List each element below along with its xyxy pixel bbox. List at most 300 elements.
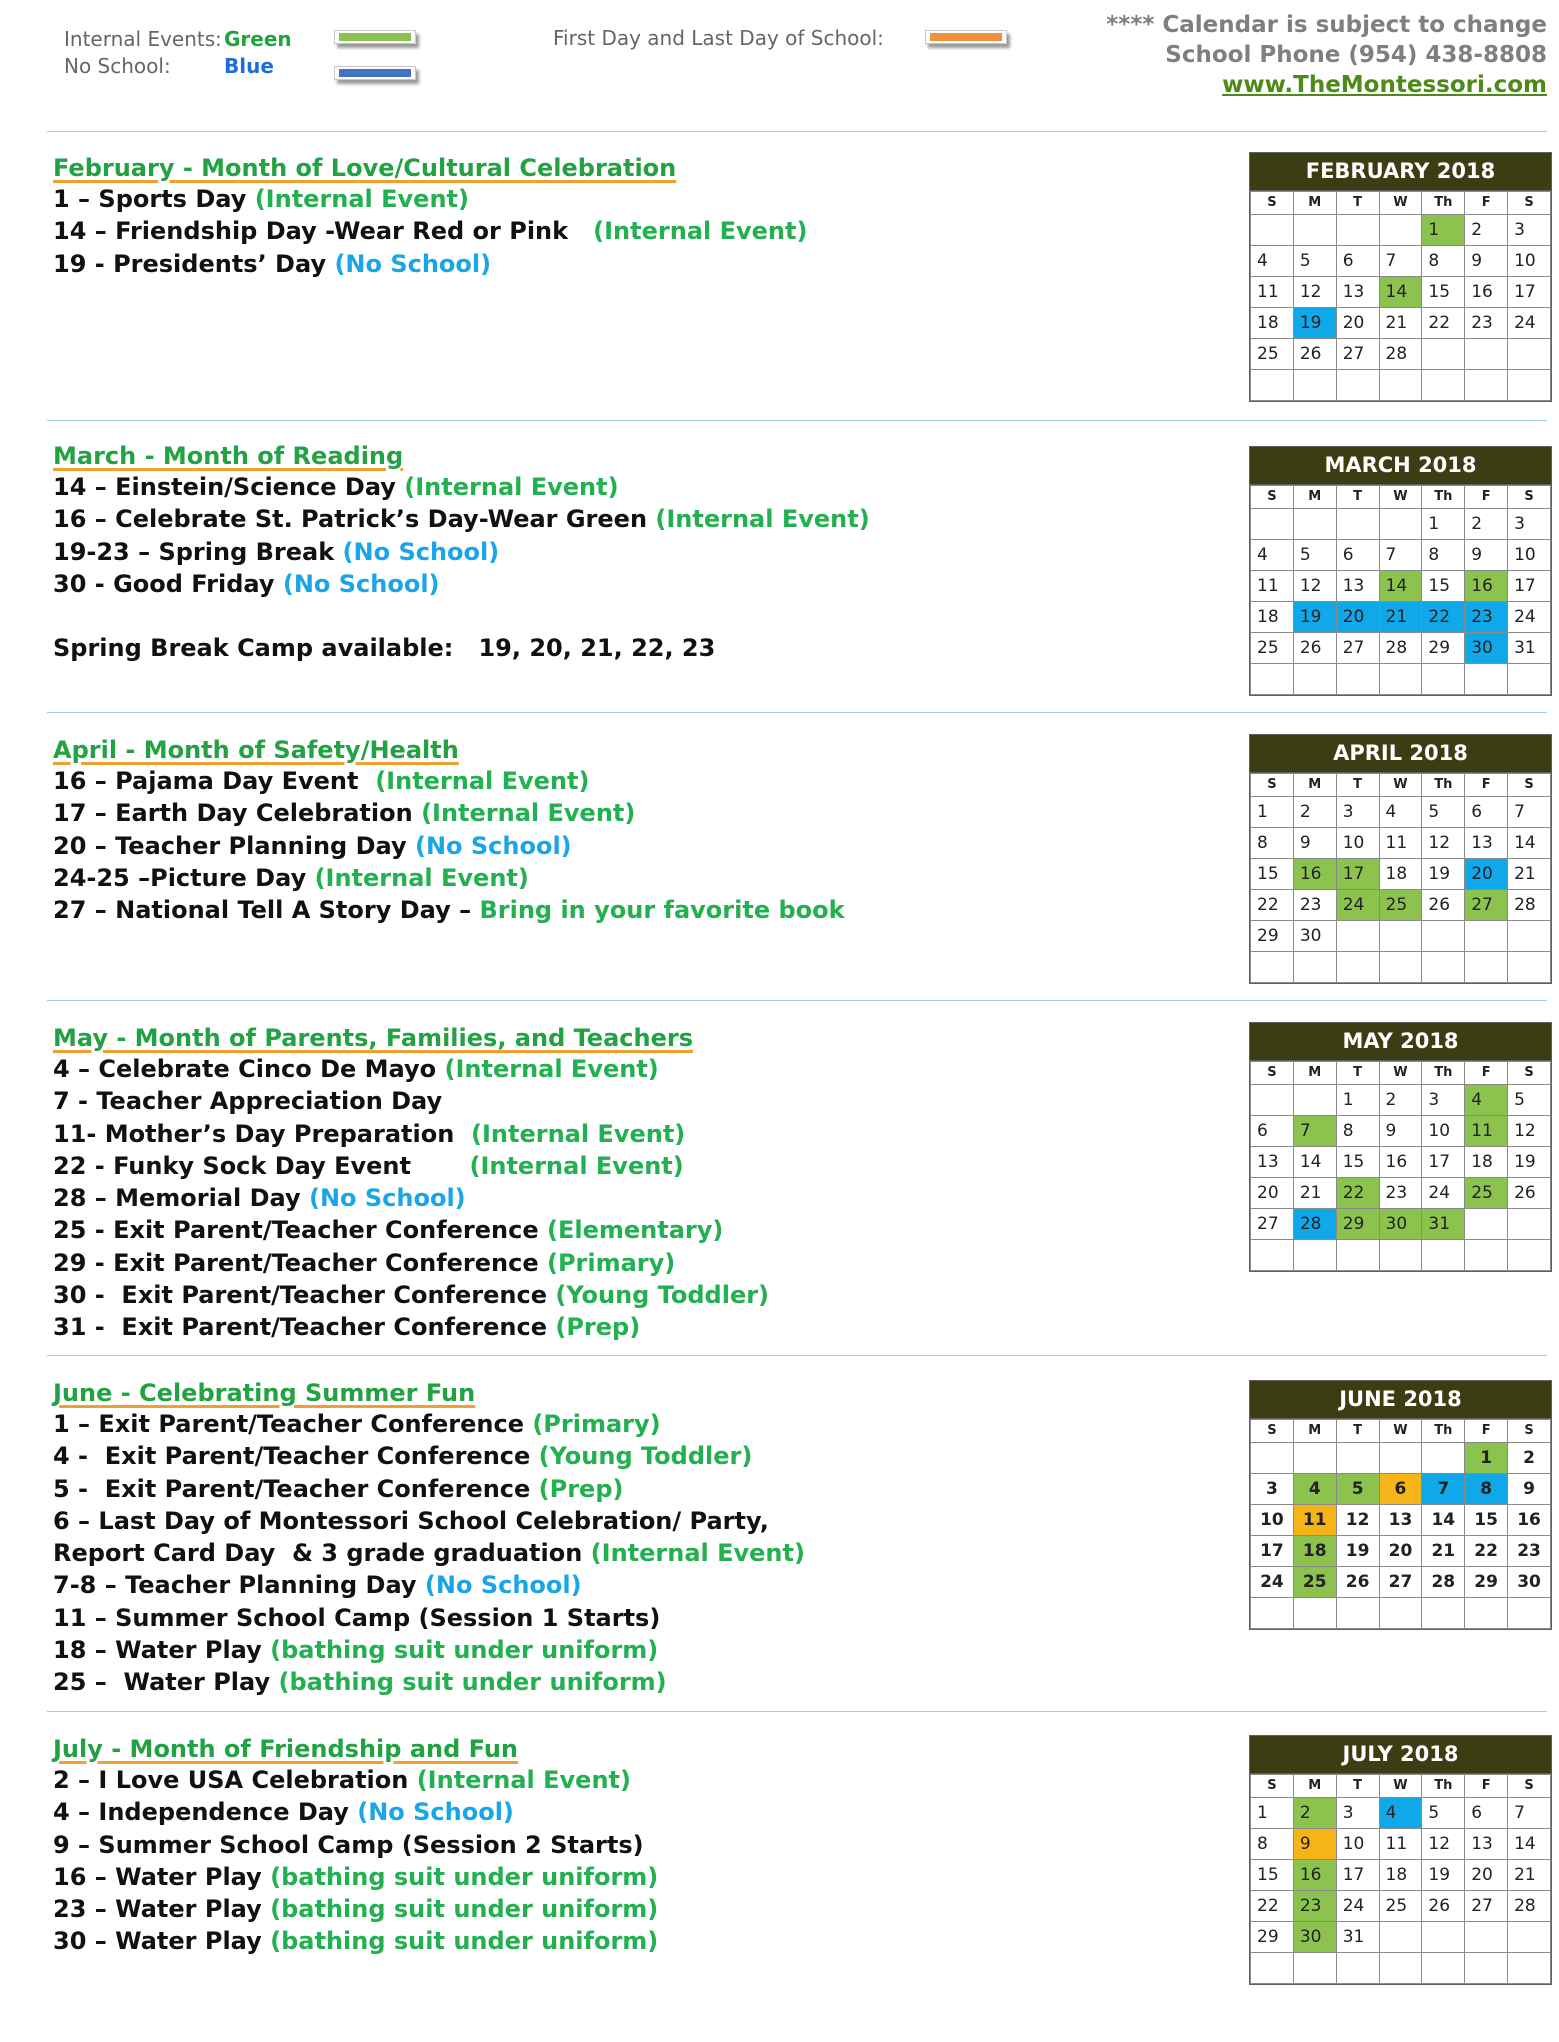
- day-of-week-header: S: [1508, 774, 1551, 797]
- calendar-day: 28: [1422, 1567, 1465, 1598]
- calendar-day: 27: [1465, 1891, 1508, 1922]
- calendar-day: 9: [1293, 1829, 1336, 1860]
- calendar-week-row: [1251, 1474, 1551, 1505]
- internal-event-tag: (Internal Event): [469, 1151, 684, 1180]
- day-of-week-row: [1251, 774, 1551, 797]
- calendar-day: 29: [1251, 921, 1294, 952]
- calendar-empty-cell: [1251, 1085, 1294, 1116]
- internal-event-tag: (Internal Event): [314, 863, 529, 892]
- day-of-week-header: F: [1465, 774, 1508, 797]
- calendar-empty-cell: [1293, 1598, 1336, 1629]
- calendar-week-row: [1251, 797, 1551, 828]
- internal-event-tag: (bathing suit under uniform): [270, 1927, 659, 1956]
- calendar-empty-cell: [1465, 664, 1508, 695]
- calendar-day: 2: [1465, 509, 1508, 540]
- calendar-empty-cell: [1251, 952, 1294, 983]
- calendar-day: 22: [1465, 1536, 1508, 1567]
- event-text: 16 – Water Play: [53, 1862, 271, 1891]
- event-text: 24-25 –Picture Day: [53, 863, 315, 892]
- calendar-empty-cell: [1379, 664, 1422, 695]
- calendar-week-row: [1251, 1505, 1551, 1536]
- calendar-day: 6: [1336, 246, 1379, 277]
- calendar-day: 12: [1422, 828, 1465, 859]
- calendar-day: 17: [1251, 1536, 1294, 1567]
- event-text: 2 – I Love USA Celebration: [53, 1766, 417, 1794]
- calendar-day: 18: [1379, 859, 1422, 890]
- calendar-empty-cell: [1336, 509, 1379, 540]
- internal-event-tag: (Prep): [555, 1313, 641, 1342]
- internal-event-tag: (Young Toddler): [538, 1442, 753, 1471]
- calendar-day: 13: [1251, 1147, 1294, 1178]
- calendar-day: 22: [1422, 308, 1465, 339]
- calendar-day: 17: [1508, 571, 1551, 602]
- calendar-day: 2: [1508, 1443, 1551, 1474]
- day-of-week-header: F: [1465, 1420, 1508, 1443]
- calendar-day: 23: [1465, 308, 1508, 339]
- event-text: 1 – Sports Day: [53, 185, 255, 213]
- calendar-day: 16: [1379, 1147, 1422, 1178]
- day-of-week-header: W: [1379, 1062, 1422, 1085]
- day-of-week-header: M: [1293, 1062, 1336, 1085]
- month-section-april: [53, 735, 1213, 926]
- event-item: [53, 1796, 1213, 1828]
- event-text: 7-8 – Teacher Planning Day: [53, 1571, 425, 1600]
- calendar-april: [1249, 734, 1552, 984]
- calendar-empty-cell: [1508, 339, 1551, 370]
- calendar-week-row: [1251, 1085, 1551, 1116]
- calendar-week-row: [1251, 1567, 1551, 1598]
- month-section-march: [53, 441, 1213, 664]
- calendar-day: 4: [1293, 1474, 1336, 1505]
- day-of-week-header: M: [1293, 192, 1336, 215]
- calendar-day: 21: [1379, 602, 1422, 633]
- event-item: [53, 1764, 1213, 1796]
- internal-event-tag: (bathing suit under uniform): [270, 1895, 659, 1924]
- internal-event-tag: (Internal Event): [254, 185, 469, 213]
- no-school-label: No School:: [64, 54, 171, 78]
- day-of-week-header: W: [1379, 1420, 1422, 1443]
- calendar-day: 23: [1293, 1891, 1336, 1922]
- calendar-day: 4: [1251, 540, 1294, 571]
- day-of-week-header: F: [1465, 192, 1508, 215]
- calendar-day: 7: [1379, 246, 1422, 277]
- legend: [64, 26, 292, 80]
- event-item: [53, 1279, 1213, 1311]
- calendar-empty-cell: [1379, 952, 1422, 983]
- day-of-week-header: S: [1251, 1062, 1294, 1085]
- calendar-empty-cell: [1379, 370, 1422, 401]
- event-text: 14 – Friendship Day -Wear Red or Pink: [53, 217, 594, 246]
- calendar-grid: [1250, 1061, 1551, 1271]
- event-item: [53, 471, 1213, 503]
- calendar-empty-cell: [1293, 215, 1336, 246]
- event-item: [53, 1634, 1213, 1666]
- calendar-empty-cell: [1336, 1953, 1379, 1984]
- day-of-week-header: Th: [1422, 486, 1465, 509]
- calendar-day: 8: [1422, 540, 1465, 571]
- calendar-day: 26: [1293, 633, 1336, 664]
- calendar-empty-cell: [1422, 664, 1465, 695]
- calendar-march: [1249, 446, 1552, 696]
- calendar-week-row: [1251, 1953, 1551, 1984]
- internal-event-tag: (Primary): [532, 1410, 661, 1438]
- internal-event-tag: (Primary): [546, 1248, 676, 1277]
- calendar-day: 6: [1251, 1116, 1294, 1147]
- event-text: 16 – Celebrate St. Patrick’s Day-Wear Green: [53, 505, 656, 534]
- internal-event-tag: (Internal Event): [593, 217, 808, 246]
- calendar-empty-cell: [1465, 370, 1508, 401]
- calendar-month-header: JUNE 2018: [1250, 1381, 1551, 1419]
- calendar-day: 21: [1379, 308, 1422, 339]
- event-item: [53, 248, 1213, 280]
- calendar-day: 25: [1293, 1567, 1336, 1598]
- calendar-day: 18: [1465, 1147, 1508, 1178]
- day-of-week-header: S: [1508, 486, 1551, 509]
- calendar-day: 13: [1465, 1829, 1508, 1860]
- internal-event-tag: (Internal Event): [375, 767, 590, 795]
- calendar-empty-cell: [1465, 1240, 1508, 1271]
- day-of-week-row: [1251, 1420, 1551, 1443]
- day-of-week-header: S: [1251, 486, 1294, 509]
- event-text: 20 – Teacher Planning Day: [53, 831, 415, 860]
- event-item: [53, 797, 1213, 829]
- calendar-day: 14: [1293, 1147, 1336, 1178]
- event-text: 4 – Celebrate Cinco De Mayo: [53, 1055, 445, 1083]
- internal-event-tag: (bathing suit under uniform): [270, 1636, 659, 1665]
- calendar-week-row: [1251, 1891, 1551, 1922]
- green-swatch: [334, 30, 416, 44]
- calendar-day: 28: [1293, 1209, 1336, 1240]
- calendar-day: 31: [1508, 633, 1551, 664]
- calendar-june: [1249, 1380, 1552, 1630]
- blue-swatch: [334, 66, 416, 80]
- calendar-week-row: [1251, 664, 1551, 695]
- event-item: [53, 1666, 1213, 1698]
- calendar-empty-cell: [1422, 952, 1465, 983]
- event-item: [53, 1602, 1213, 1634]
- orange-swatch: [925, 30, 1007, 44]
- no-school-color-name: Blue: [224, 54, 274, 78]
- calendar-day: 8: [1336, 1116, 1379, 1147]
- event-item: [53, 1925, 1213, 1957]
- calendar-grid: [1250, 1419, 1551, 1629]
- calendar-empty-cell: [1379, 1922, 1422, 1953]
- calendar-empty-cell: [1379, 215, 1422, 246]
- no-school-tag: (No School): [334, 249, 492, 278]
- event-item: [53, 1893, 1213, 1925]
- calendar-empty-cell: [1336, 1240, 1379, 1271]
- calendar-empty-cell: [1251, 370, 1294, 401]
- calendar-day: 2: [1293, 797, 1336, 828]
- calendar-day: 14: [1379, 571, 1422, 602]
- calendar-empty-cell: [1336, 1443, 1379, 1474]
- no-school-tag: (No School): [357, 1798, 514, 1827]
- calendar-empty-cell: [1508, 370, 1551, 401]
- calendar-day: 10: [1508, 246, 1551, 277]
- calendar-day: 6: [1465, 797, 1508, 828]
- calendar-may: [1249, 1022, 1552, 1272]
- internal-event-tag: (Internal Event): [471, 1119, 686, 1148]
- calendar-day: 11: [1251, 571, 1294, 602]
- calendar-empty-cell: [1422, 1443, 1465, 1474]
- calendar-day: 2: [1379, 1085, 1422, 1116]
- month-section-june: [53, 1378, 1213, 1699]
- calendar-day: 15: [1465, 1505, 1508, 1536]
- calendar-day: 30: [1508, 1567, 1551, 1598]
- calendar-day: 15: [1251, 1860, 1294, 1891]
- event-text: 5 - Exit Parent/Teacher Conference: [53, 1474, 539, 1503]
- calendar-empty-cell: [1465, 339, 1508, 370]
- section-divider: [47, 1711, 1547, 1712]
- month-section-february: [53, 153, 1213, 280]
- calendar-day: 16: [1465, 571, 1508, 602]
- event-item: [53, 1408, 1213, 1440]
- calendar-empty-cell: [1336, 921, 1379, 952]
- calendar-week-row: [1251, 1829, 1551, 1860]
- internal-event-tag: (Internal Event): [655, 505, 870, 534]
- calendar-day: 12: [1293, 571, 1336, 602]
- calendar-day: 3: [1422, 1085, 1465, 1116]
- event-text: 18 – Water Play: [53, 1636, 271, 1665]
- calendar-empty-cell: [1293, 664, 1336, 695]
- calendar-empty-cell: [1465, 1598, 1508, 1629]
- event-item: [53, 765, 1213, 797]
- calendar-month-header: JULY 2018: [1250, 1736, 1551, 1774]
- calendar-day: 3: [1336, 797, 1379, 828]
- internal-event-tag: Bring in your favorite book: [479, 896, 845, 925]
- calendar-empty-cell: [1379, 1598, 1422, 1629]
- calendar-july: [1249, 1735, 1552, 1985]
- calendar-day: 19: [1422, 1860, 1465, 1891]
- internal-event-tag: (bathing suit under uniform): [278, 1668, 667, 1697]
- month-title: June - Celebrating Summer Fun: [53, 1379, 476, 1407]
- internal-event-tag: (Elementary): [546, 1216, 724, 1245]
- day-of-week-header: S: [1251, 774, 1294, 797]
- no-school-tag: (No School): [414, 831, 572, 860]
- calendar-day: 12: [1508, 1116, 1551, 1147]
- calendar-month-header: MAY 2018: [1250, 1023, 1551, 1061]
- internal-event-tag: (Internal Event): [404, 473, 619, 501]
- calendar-empty-cell: [1379, 1443, 1422, 1474]
- calendar-day: 9: [1465, 540, 1508, 571]
- calendar-day: 26: [1422, 890, 1465, 921]
- calendar-day: 21: [1293, 1178, 1336, 1209]
- calendar-day: 7: [1508, 797, 1551, 828]
- calendar-empty-cell: [1465, 952, 1508, 983]
- day-of-week-header: W: [1379, 192, 1422, 215]
- day-of-week-header: S: [1508, 1062, 1551, 1085]
- day-of-week-header: Th: [1422, 1775, 1465, 1798]
- event-item: [53, 1829, 1213, 1861]
- calendar-day: 13: [1336, 277, 1379, 308]
- calendar-empty-cell: [1336, 664, 1379, 695]
- calendar-week-row: [1251, 1798, 1551, 1829]
- calendar-empty-cell: [1508, 921, 1551, 952]
- calendar-day: 28: [1508, 890, 1551, 921]
- calendar-day: 3: [1508, 509, 1551, 540]
- calendar-day: 22: [1251, 890, 1294, 921]
- calendar-week-row: [1251, 921, 1551, 952]
- calendar-day: 20: [1336, 602, 1379, 633]
- calendar-week-row: [1251, 633, 1551, 664]
- calendar-day: 16: [1293, 1860, 1336, 1891]
- calendar-empty-cell: [1422, 1598, 1465, 1629]
- event-text: 30 - Good Friday: [53, 569, 283, 598]
- day-of-week-header: Th: [1422, 774, 1465, 797]
- calendar-empty-cell: [1465, 921, 1508, 952]
- calendar-day: 23: [1293, 890, 1336, 921]
- calendar-empty-cell: [1251, 215, 1294, 246]
- event-text: 1 – Exit Parent/Teacher Conference: [53, 1410, 533, 1438]
- day-of-week-header: Th: [1422, 1420, 1465, 1443]
- day-of-week-header: S: [1251, 1420, 1294, 1443]
- calendar-empty-cell: [1465, 1922, 1508, 1953]
- calendar-day: 11: [1379, 828, 1422, 859]
- calendar-empty-cell: [1508, 664, 1551, 695]
- calendar-week-row: [1251, 890, 1551, 921]
- day-of-week-header: T: [1336, 774, 1379, 797]
- calendar-day: 31: [1422, 1209, 1465, 1240]
- contact-info: [1106, 10, 1547, 100]
- calendar-week-row: [1251, 859, 1551, 890]
- calendar-day: 11: [1293, 1505, 1336, 1536]
- day-of-week-row: [1251, 192, 1551, 215]
- calendar-day: 1: [1251, 797, 1294, 828]
- calendar-day: 25: [1379, 890, 1422, 921]
- event-item: [53, 1247, 1213, 1279]
- calendar-empty-cell: [1508, 1953, 1551, 1984]
- no-school-tag: (No School): [424, 1571, 582, 1600]
- calendar-day: 1: [1336, 1085, 1379, 1116]
- internal-events-color-name: Green: [224, 27, 292, 51]
- calendar-day: 24: [1422, 1178, 1465, 1209]
- calendar-day: 3: [1336, 1798, 1379, 1829]
- calendar-day: 29: [1251, 1922, 1294, 1953]
- calendar-empty-cell: [1293, 1953, 1336, 1984]
- calendar-month-header: FEBRUARY 2018: [1250, 153, 1551, 191]
- event-item: [53, 1053, 1213, 1085]
- section-divider: [47, 712, 1547, 713]
- calendar-day: 8: [1251, 828, 1294, 859]
- event-text: Report Card Day & 3 grade graduation: [53, 1539, 591, 1568]
- calendar-empty-cell: [1508, 1209, 1551, 1240]
- event-text: 25 - Exit Parent/Teacher Conference: [53, 1216, 547, 1245]
- calendar-week-row: [1251, 1240, 1551, 1271]
- month-title: July - Month of Friendship and Fun: [53, 1735, 518, 1763]
- calendar-february: [1249, 152, 1552, 402]
- month-title: March - Month of Reading: [53, 442, 404, 470]
- calendar-week-row: [1251, 1209, 1551, 1240]
- calendar-day: 4: [1379, 797, 1422, 828]
- calendar-empty-cell: [1422, 1922, 1465, 1953]
- calendar-day: 15: [1422, 571, 1465, 602]
- calendar-day: 21: [1508, 1860, 1551, 1891]
- calendar-day: 8: [1422, 246, 1465, 277]
- calendar-empty-cell: [1422, 1953, 1465, 1984]
- calendar-month-header: APRIL 2018: [1250, 735, 1551, 773]
- day-of-week-header: S: [1508, 1775, 1551, 1798]
- calendar-empty-cell: [1379, 921, 1422, 952]
- event-item: [53, 183, 1213, 215]
- calendar-day: 16: [1465, 277, 1508, 308]
- calendar-day: 10: [1336, 828, 1379, 859]
- calendar-empty-cell: [1336, 370, 1379, 401]
- calendar-day: 5: [1293, 246, 1336, 277]
- calendar-day: 18: [1251, 602, 1294, 633]
- section-divider: [47, 1000, 1547, 1001]
- day-of-week-header: M: [1293, 486, 1336, 509]
- month-title: April - Month of Safety/Health: [53, 736, 459, 764]
- calendar-day: 14: [1422, 1505, 1465, 1536]
- event-text: 4 – Independence Day: [53, 1798, 358, 1827]
- calendar-empty-cell: [1251, 1240, 1294, 1271]
- calendar-empty-cell: [1379, 509, 1422, 540]
- calendar-day: 12: [1336, 1505, 1379, 1536]
- internal-event-tag: (Internal Event): [590, 1539, 805, 1568]
- internal-event-tag: (Young Toddler): [555, 1281, 770, 1310]
- calendar-month-header: MARCH 2018: [1250, 447, 1551, 485]
- calendar-day: 2: [1465, 215, 1508, 246]
- calendar-day: 21: [1422, 1536, 1465, 1567]
- calendar-day: 8: [1251, 1829, 1294, 1860]
- day-of-week-header: F: [1465, 486, 1508, 509]
- event-item: [53, 503, 1213, 535]
- calendar-day: 6: [1465, 1798, 1508, 1829]
- calendar-empty-cell: [1379, 1953, 1422, 1984]
- calendar-day: 10: [1422, 1116, 1465, 1147]
- calendar-day: 5: [1422, 1798, 1465, 1829]
- calendar-day: 9: [1465, 246, 1508, 277]
- calendar-day: 6: [1336, 540, 1379, 571]
- calendar-day: 2: [1293, 1798, 1336, 1829]
- website-link[interactable]: www.TheMontessori.com: [1222, 72, 1547, 98]
- calendar-day: 19: [1508, 1147, 1551, 1178]
- calendar-day: 16: [1293, 859, 1336, 890]
- calendar-day: 21: [1508, 859, 1551, 890]
- event-text: 7 - Teacher Appreciation Day: [53, 1087, 443, 1116]
- calendar-grid: [1250, 485, 1551, 695]
- calendar-day: 27: [1336, 339, 1379, 370]
- calendar-day: 13: [1465, 828, 1508, 859]
- day-of-week-header: W: [1379, 1775, 1422, 1798]
- calendar-week-row: [1251, 1147, 1551, 1178]
- calendar-day: 30: [1379, 1209, 1422, 1240]
- calendar-empty-cell: [1422, 370, 1465, 401]
- calendar-day: 20: [1465, 1860, 1508, 1891]
- calendar-empty-cell: [1293, 509, 1336, 540]
- section-divider: [47, 1355, 1547, 1356]
- calendar-day: 19: [1422, 859, 1465, 890]
- event-item: [53, 1440, 1213, 1472]
- day-of-week-header: M: [1293, 1420, 1336, 1443]
- day-of-week-header: S: [1251, 192, 1294, 215]
- calendar-day: 4: [1465, 1085, 1508, 1116]
- event-item: [53, 215, 1213, 247]
- calendar-empty-cell: [1293, 370, 1336, 401]
- calendar-grid: [1250, 1774, 1551, 1984]
- calendar-week-row: [1251, 1598, 1551, 1629]
- event-item: [53, 536, 1213, 568]
- internal-event-tag: (Internal Event): [416, 1766, 631, 1794]
- calendar-day: 18: [1251, 308, 1294, 339]
- calendar-day: 25: [1251, 339, 1294, 370]
- calendar-empty-cell: [1336, 215, 1379, 246]
- event-text: 29 - Exit Parent/Teacher Conference: [53, 1248, 547, 1277]
- calendar-day: 15: [1422, 277, 1465, 308]
- calendar-empty-cell: [1251, 1953, 1294, 1984]
- calendar-empty-cell: [1336, 1598, 1379, 1629]
- calendar-day: 10: [1336, 1829, 1379, 1860]
